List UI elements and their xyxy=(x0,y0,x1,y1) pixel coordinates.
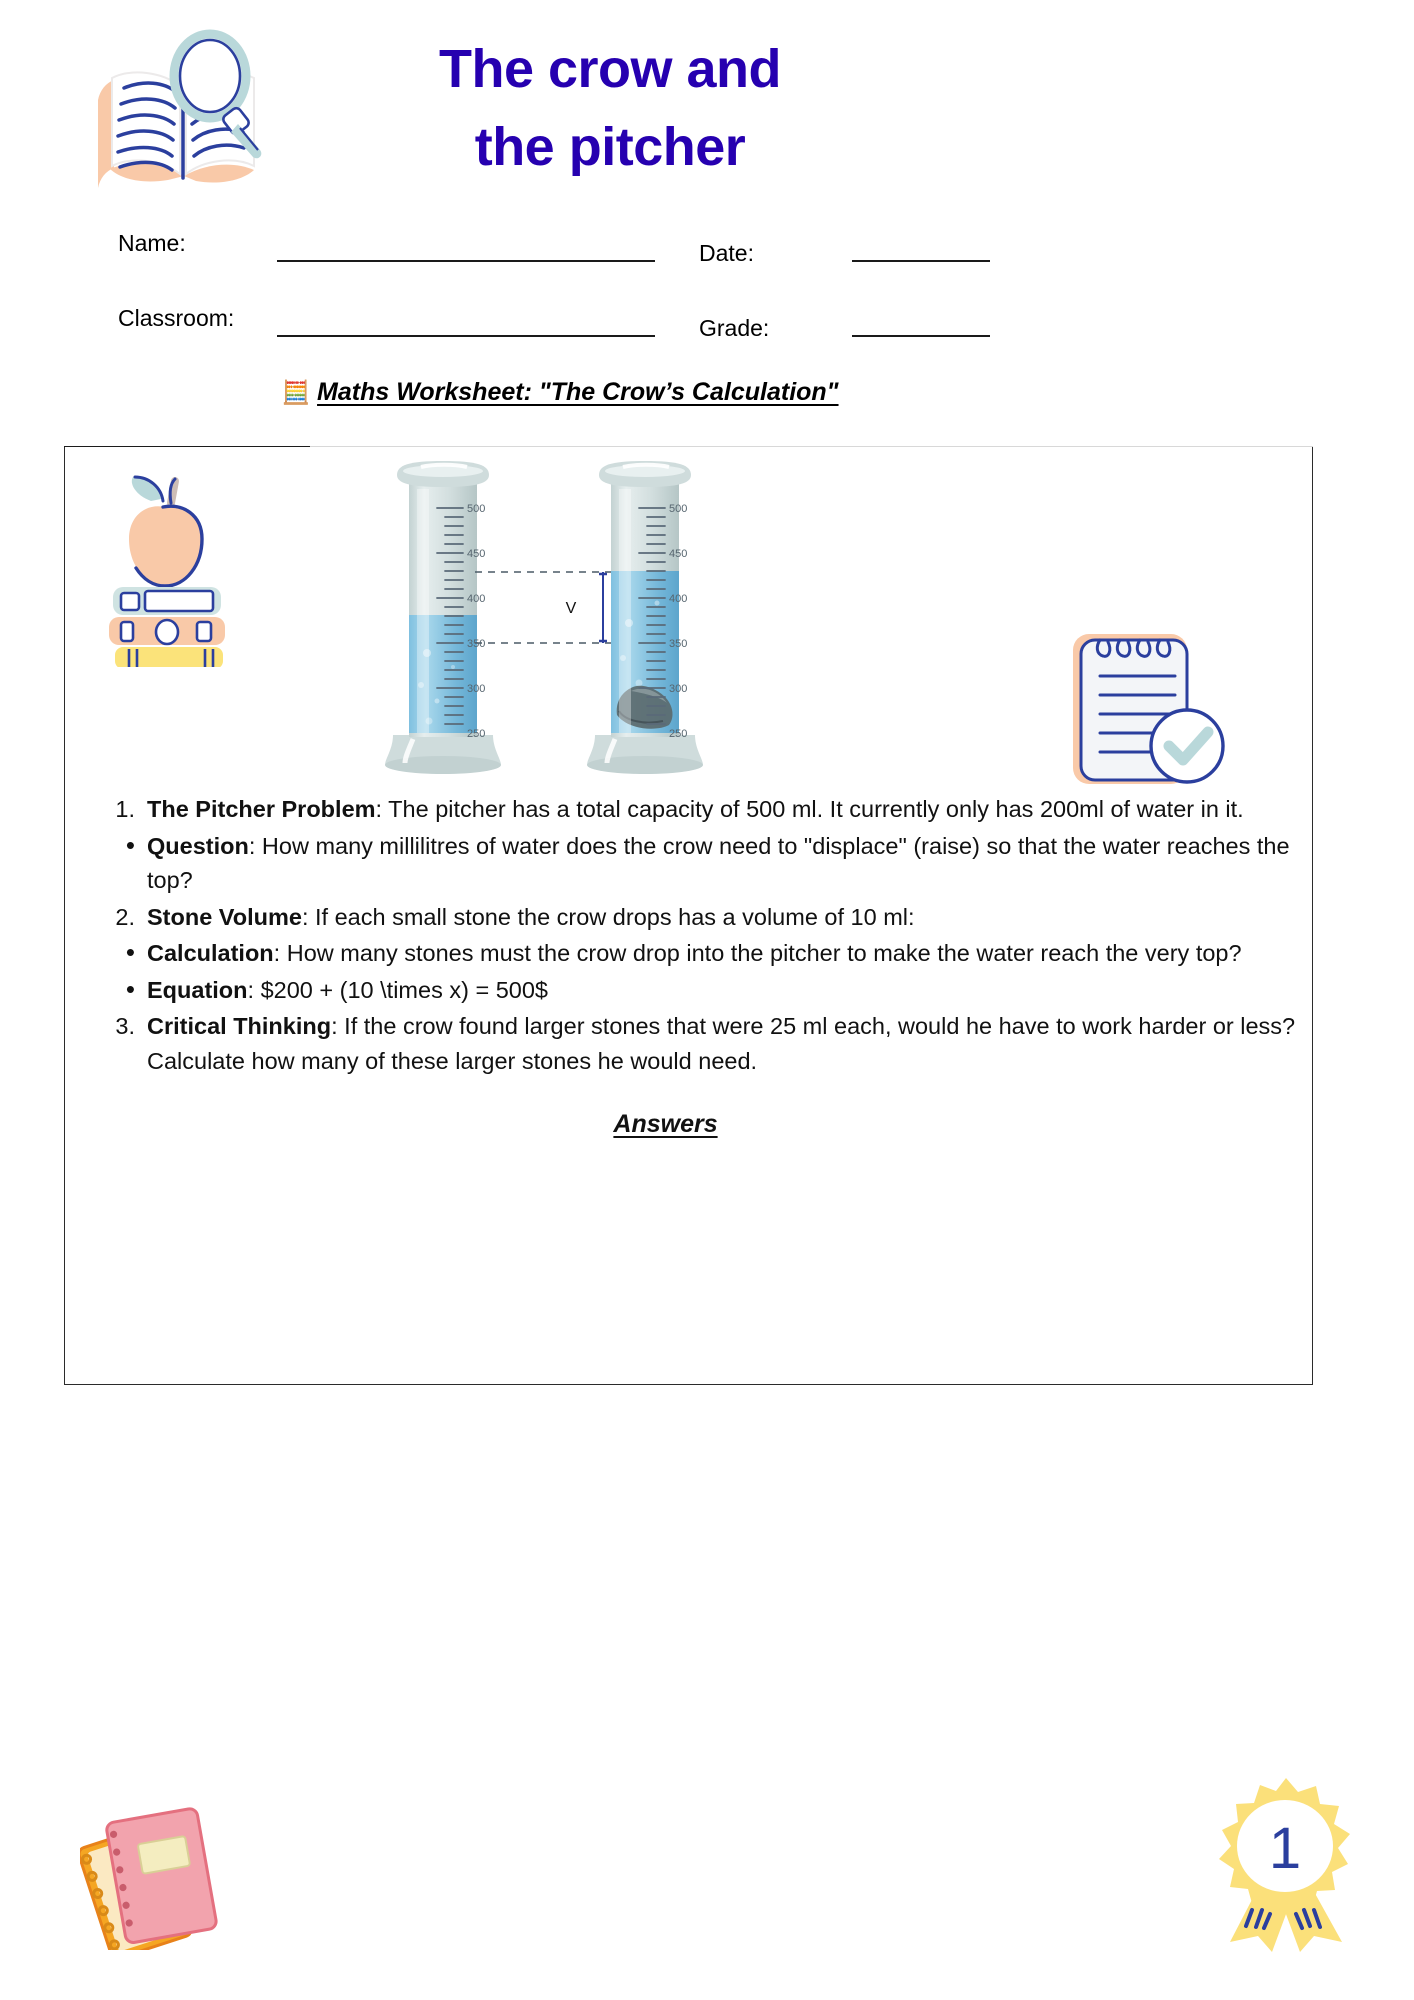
question-text xyxy=(147,796,1244,822)
svg-text:500: 500 xyxy=(467,503,486,515)
form-row-classroom-grade xyxy=(0,297,1414,343)
notepad-check-icon xyxy=(1059,622,1231,790)
page-header xyxy=(0,0,1414,215)
svg-text:400: 400 xyxy=(467,593,486,605)
page-title xyxy=(330,30,890,187)
question-text xyxy=(147,977,548,1003)
abacus-icon: 🧮 xyxy=(281,379,311,405)
question-marker: • xyxy=(125,829,135,860)
name-label: Name: xyxy=(118,230,186,256)
illustration-band xyxy=(65,447,1314,792)
grade-input[interactable] xyxy=(852,335,990,337)
question-text xyxy=(147,833,1290,894)
question-body: : If the crow found larger stones that were 25 ml each, would he have to work harder or less? Calculate how many of these larger stones he would need. xyxy=(147,1013,1296,1074)
question-text xyxy=(147,1013,1295,1074)
volume-measurement-annotation xyxy=(475,572,611,643)
question-item-1 xyxy=(83,792,1298,827)
svg-text:450: 450 xyxy=(467,548,486,560)
svg-text:250: 250 xyxy=(467,728,486,740)
form-row-name-date xyxy=(0,222,1414,268)
cylinder-left xyxy=(385,461,501,774)
question-label: The Pitcher Problem xyxy=(147,796,376,822)
svg-text:350: 350 xyxy=(669,638,688,650)
question-marker: 3. xyxy=(115,1013,135,1040)
volume-label: V xyxy=(565,600,577,617)
question-marker: 1. xyxy=(115,796,135,822)
question-body: : The pitcher has a total capacity of 500 ml. It currently only has 200ml of water in it. xyxy=(375,796,1244,822)
question-body: : How many millilitres of water does the crow need to "displace" (raise) so that the water reaches the top? xyxy=(147,832,1290,894)
spiral-notebooks-icon xyxy=(80,1790,260,1950)
apple-on-books-icon xyxy=(85,467,245,667)
open-book-magnifier-icon xyxy=(88,28,268,193)
cylinder-right xyxy=(587,461,703,774)
question-body: : $200 + (10 \times x) = 500$ xyxy=(247,976,548,1003)
question-label: Question xyxy=(147,832,249,859)
classroom-input[interactable] xyxy=(277,335,655,337)
question-marker: 2. xyxy=(115,903,135,930)
question-item-5 xyxy=(83,973,1298,1008)
page-title-line2: the pitcher xyxy=(474,117,746,178)
date-input[interactable] xyxy=(852,260,990,262)
classroom-label: Classroom: xyxy=(118,305,235,331)
worksheet-heading xyxy=(0,378,1120,407)
question-body: : How many stones must the crow drop into the pitcher to make the water reach the very top? xyxy=(273,940,1242,967)
name-input[interactable] xyxy=(277,260,655,262)
answers-heading: Answers xyxy=(613,1110,718,1139)
page-title-line1: The crow and xyxy=(438,39,782,99)
svg-text:400: 400 xyxy=(669,593,688,605)
svg-text:300: 300 xyxy=(669,683,688,695)
question-item-4 xyxy=(83,936,1298,971)
question-marker: • xyxy=(125,937,135,968)
question-text xyxy=(147,904,915,930)
date-label: Date: xyxy=(699,240,754,266)
award-ribbon-icon xyxy=(1200,1770,1375,1955)
question-item-2 xyxy=(83,829,1298,898)
svg-text:500: 500 xyxy=(669,503,688,515)
page-number: 1 xyxy=(1268,1816,1302,1881)
question-label: Equation xyxy=(147,976,248,1003)
question-label: Stone Volume xyxy=(147,903,302,930)
svg-text:300: 300 xyxy=(467,683,486,695)
grade-label: Grade: xyxy=(699,315,770,341)
svg-text:250: 250 xyxy=(669,728,688,740)
question-item-3 xyxy=(83,900,1298,935)
question-body: : If each small stone the crow drops has a volume of 10 ml: xyxy=(301,903,915,930)
question-label: Critical Thinking xyxy=(147,1013,332,1040)
svg-text:450: 450 xyxy=(669,548,688,560)
questions-list xyxy=(83,792,1298,1143)
worksheet-content-box xyxy=(64,447,1313,1385)
graduated-cylinders-diagram xyxy=(375,453,735,793)
question-marker: • xyxy=(125,973,135,1004)
svg-text:350: 350 xyxy=(467,638,486,650)
worksheet-heading-text: Maths Worksheet: "The Crow’s Calculation" xyxy=(317,378,839,406)
question-label: Calculation xyxy=(147,940,274,967)
question-item-6 xyxy=(83,1009,1298,1078)
question-text xyxy=(147,940,1242,966)
